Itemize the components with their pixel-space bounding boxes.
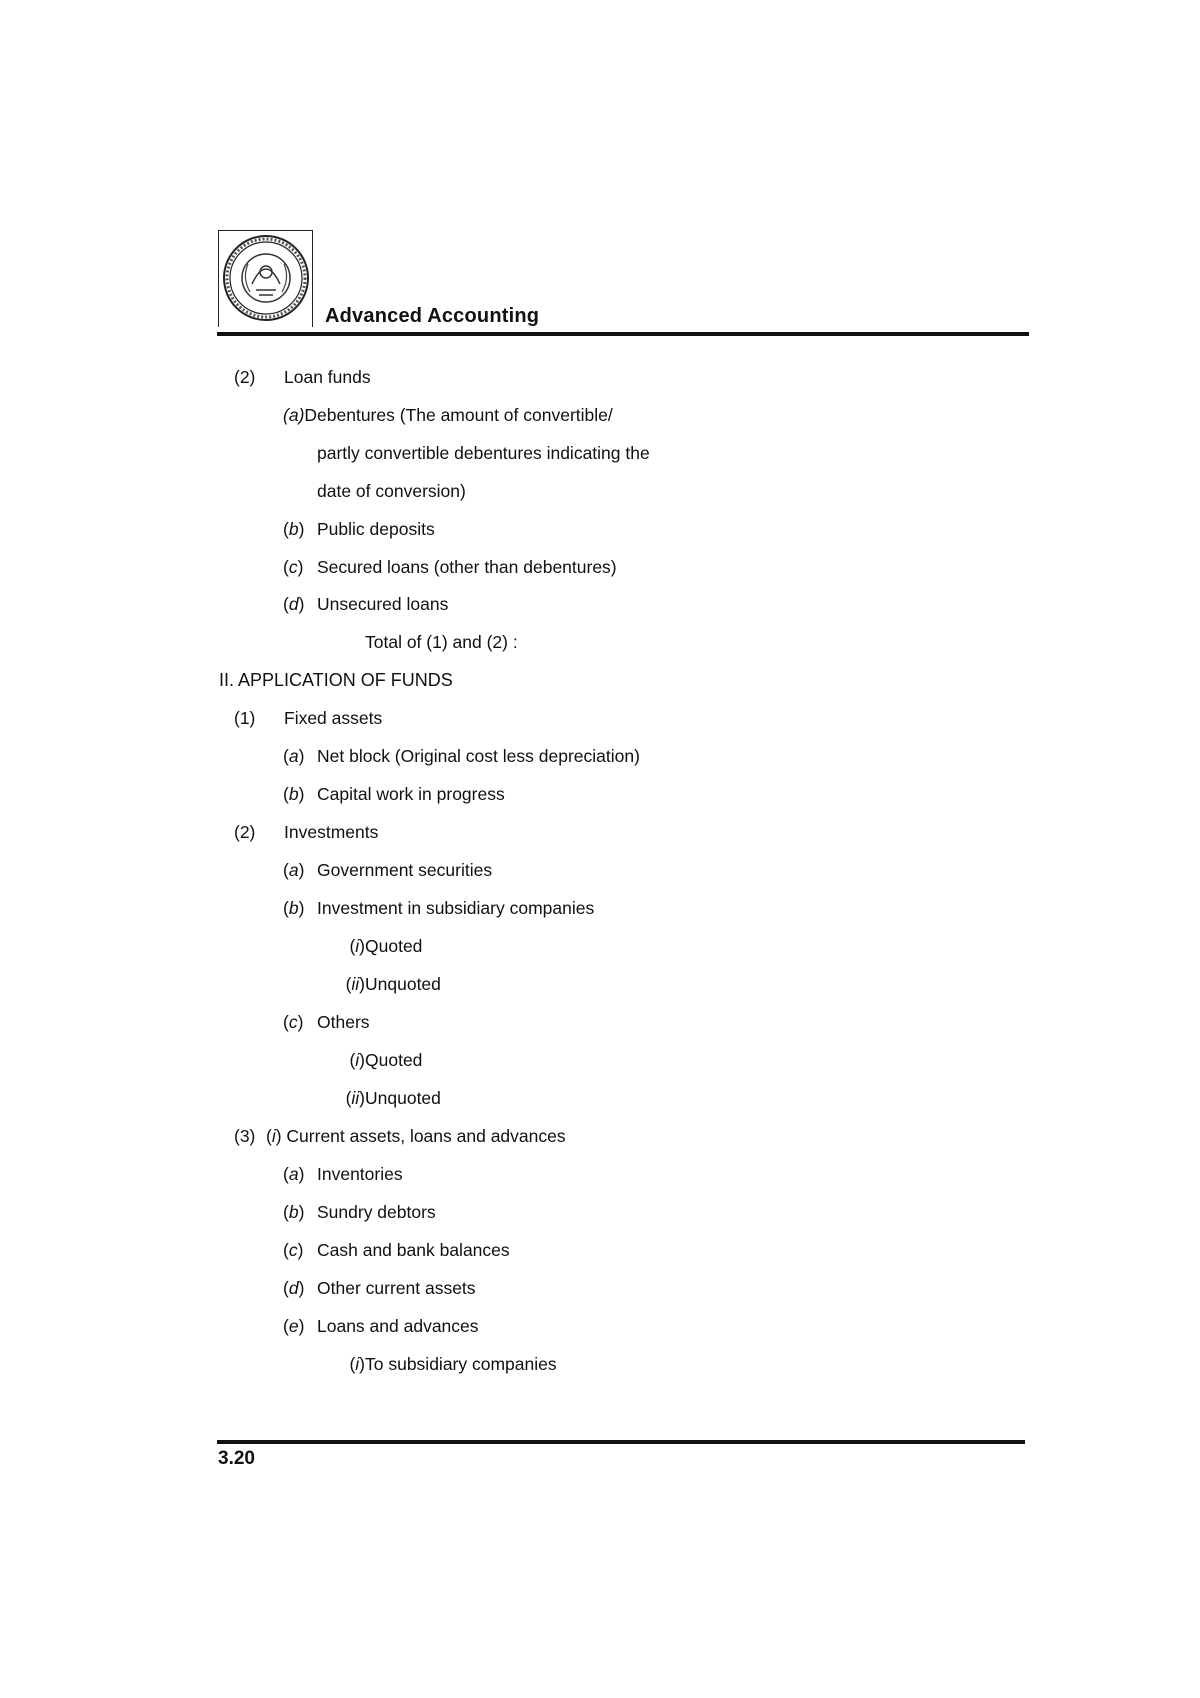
header-rule xyxy=(217,332,1029,336)
item-marker: (d) xyxy=(283,1278,305,1298)
list-item xyxy=(283,593,448,615)
item-marker: (a) xyxy=(283,860,305,880)
item-text: Inventories xyxy=(317,1164,403,1184)
list-item xyxy=(234,1125,566,1147)
section-heading-text: II. APPLICATION OF FUNDS xyxy=(219,670,453,690)
page-number: 3.20 xyxy=(218,1448,255,1469)
item-marker: (2) xyxy=(234,367,256,387)
item-marker: (b) xyxy=(283,784,305,804)
list-item xyxy=(283,897,594,919)
item-marker: (b) xyxy=(283,1202,305,1222)
item-text: partly convertible debentures indicating the xyxy=(317,443,650,463)
list-item xyxy=(283,1315,479,1337)
list-item xyxy=(333,935,422,957)
item-marker: (e) xyxy=(283,1316,305,1336)
section-heading xyxy=(219,669,453,691)
item-text: Debentures (The amount of convertible/ xyxy=(304,405,613,425)
item-marker: (c) xyxy=(283,1012,304,1032)
item-text: Cash and bank balances xyxy=(317,1240,510,1260)
list-item xyxy=(283,1277,476,1299)
item-text: Quoted xyxy=(365,936,423,956)
item-marker: (i) xyxy=(349,1354,365,1374)
list-item xyxy=(333,1049,422,1071)
list-item xyxy=(234,707,382,729)
list-item xyxy=(283,1239,510,1261)
item-marker: (1) xyxy=(234,708,256,728)
item-text: Net block (Original cost less depreciation) xyxy=(317,746,640,766)
item-marker: (c) xyxy=(283,557,304,577)
item-text: Loans and advances xyxy=(317,1316,479,1336)
list-item xyxy=(234,821,378,843)
item-text: Unquoted xyxy=(365,1088,441,1108)
item-marker: (d) xyxy=(283,594,305,614)
list-item-continuation xyxy=(317,480,466,502)
list-item xyxy=(283,859,492,881)
item-text: Unquoted xyxy=(365,974,441,994)
total-line xyxy=(365,631,518,653)
item-text: Capital work in progress xyxy=(317,784,505,804)
item-marker: (i) xyxy=(349,936,365,956)
item-marker: (c) xyxy=(283,1240,304,1260)
item-text: Unsecured loans xyxy=(317,594,449,614)
running-header-title: Advanced Accounting xyxy=(325,305,540,327)
item-marker: (2) xyxy=(234,822,256,842)
item-marker: (i) xyxy=(349,1050,365,1070)
logo-frame xyxy=(218,230,313,327)
item-marker: (b) xyxy=(283,898,305,918)
item-text: Secured loans (other than debentures) xyxy=(317,557,617,577)
item-marker: (ii) xyxy=(345,974,365,994)
item-marker: (3) xyxy=(234,1126,256,1146)
list-item xyxy=(283,1201,436,1223)
item-text: Others xyxy=(317,1012,370,1032)
item-marker: (a) xyxy=(283,405,305,425)
item-marker: (ii) xyxy=(345,1088,365,1108)
list-item xyxy=(283,518,435,540)
list-item-continuation xyxy=(317,442,650,464)
list-item xyxy=(283,556,617,578)
list-item xyxy=(283,1011,370,1033)
list-item xyxy=(234,366,371,388)
list-item xyxy=(283,1163,403,1185)
item-text: Sundry debtors xyxy=(317,1202,436,1222)
item-text: Government securities xyxy=(317,860,493,880)
item-text: Quoted xyxy=(365,1050,423,1070)
list-item xyxy=(333,1353,557,1375)
item-text: Loan funds xyxy=(284,367,371,387)
item-text: Other current assets xyxy=(317,1278,476,1298)
item-text: Current assets, loans and advances xyxy=(286,1126,566,1146)
item-text: date of conversion) xyxy=(317,481,466,501)
item-text: Public deposits xyxy=(317,519,435,539)
institute-seal-logo xyxy=(222,234,310,322)
item-sub-marker: (i) xyxy=(266,1126,282,1146)
item-marker: (a) xyxy=(283,1164,305,1184)
list-item xyxy=(283,745,640,767)
item-text: Investment in subsidiary companies xyxy=(317,898,595,918)
list-item xyxy=(283,404,613,426)
list-item xyxy=(283,783,505,805)
item-marker: (b) xyxy=(283,519,305,539)
item-text: Fixed assets xyxy=(284,708,383,728)
item-marker: (a) xyxy=(283,746,305,766)
item-text: Investments xyxy=(284,822,379,842)
item-text: Total of (1) and (2) : xyxy=(365,632,518,652)
list-item xyxy=(333,1087,441,1109)
list-item xyxy=(333,973,441,995)
item-text: To subsidiary companies xyxy=(365,1354,557,1374)
footer-rule xyxy=(217,1440,1025,1444)
